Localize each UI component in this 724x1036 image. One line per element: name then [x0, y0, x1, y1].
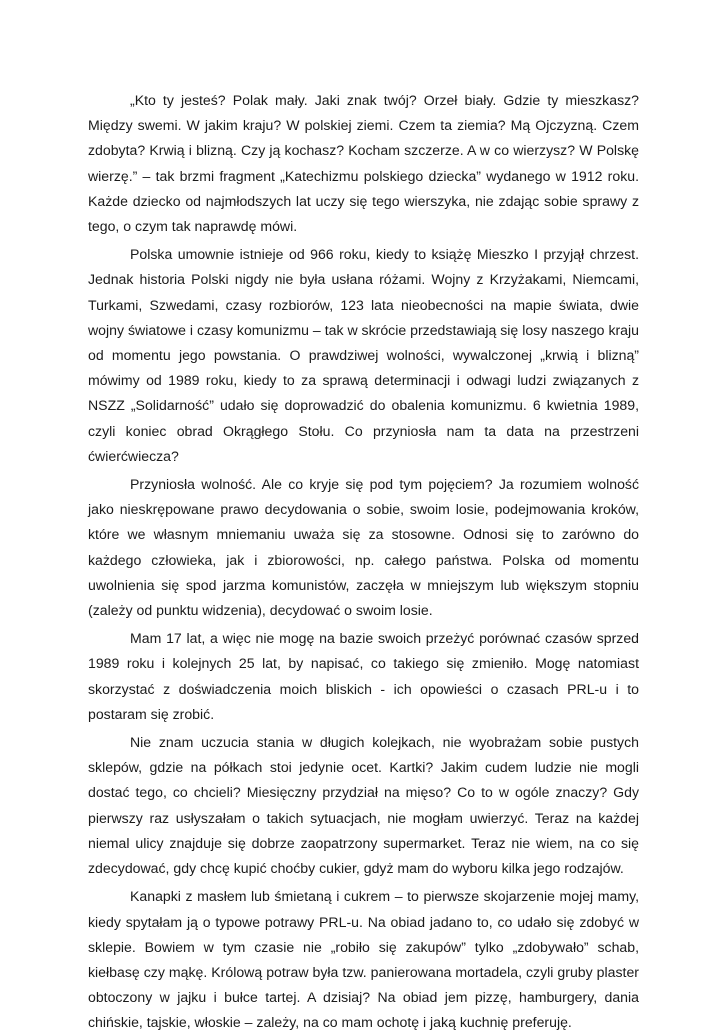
paragraph: Przyniosła wolność. Ale co kryje się pod tym pojęciem? Ja rozumiem wolność jako nieskrępowane prawo decydowania o sobie, swoim losie, podejmowania kroków, które we własnym mniemaniu uważa się za stosowne. Odnosi się to zarówno do każdego człowieka, jak i zbiorowości, np. całego państwa. Polska od momentu uwolnienia się spod jarzma komunistów, zaczęła w mniejszym lub większym stopniu (zależy od punktu widzenia), decydować o swoim losie.	[88, 476, 639, 619]
paragraph: Polska umownie istnieje od 966 roku, kiedy to książę Mieszko I przyjął chrzest. Jednak historia Polski nigdy nie była usłana różami. Wojny z Krzyżakami, Niemcami, Turkami, Szwedami, czasy rozbiorów, 123 lata nieobecności na mapie świata, dwie wojny światowe i czasy komunizmu – tak w skrócie przedstawiają się losy naszego kraju od momentu jego powstania. O prawdziwej wolności, wywalczonej „krwią i blizną” mówimy od 1989 roku, kiedy to za sprawą determinacji i odwagi ludzi związanych z NSZZ „Solidarność” udało się doprowadzić do obalenia komunizmu. 6 kwietnia 1989, czyli koniec obrad Okrągłego Stołu. Co przyniosła nam ta data na przestrzeni ćwierćwiecza?	[88, 246, 639, 464]
paragraph: „Kto ty jesteś? Polak mały. Jaki znak twój? Orzeł biały. Gdzie ty mieszkasz? Między swemi. W jakim kraju? W polskiej ziemi. Czem ta ziemia? Mą Ojczyzną. Czem zdobyta? Krwią i blizną. Czy ją kochasz? Kocham szczerze. A w co wierzysz? W Polskę wierzę.” – tak brzmi fragment „Katechizmu polskiego dziecka” wydanego w 1912 roku. Każde dziecko od najmłodszych lat uczy się tego wierszyka, nie zdając sobie sprawy z tego, o czym tak naprawdę mówi.	[88, 92, 639, 235]
document-page	[88, 88, 639, 1036]
paragraph: Nie znam uczucia stania w długich kolejkach, nie wyobrażam sobie pustych sklepów, gdzie na półkach stoi jedynie ocet. Kartki? Jakim cudem ludzie nie mogli dostać tego, co chcieli? Miesięczny przydział na mięso? Co to w ogóle znaczy? Gdy pierwszy raz usłyszałam o takich sytuacjach, nie mogłam uwierzyć. Teraz na każdej niemal ulicy znajduje się dobrze zaopatrzony supermarket. Teraz nie wiem, na co się zdecydować, gdy chcę kupić choćby cukier, gdyż mam do wyboru kilka jego rodzajów.	[88, 734, 639, 877]
paragraph: Mam 17 lat, a więc nie mogę na bazie swoich przeżyć porównać czasów sprzed 1989 roku i kolejnych 25 lat, by napisać, co takiego się zmieniło. Mogę natomiast skorzystać z doświadczenia moich bliskich - ich opowieści o czasach PRL-u i to postaram się zrobić.	[88, 630, 639, 722]
paragraph: Kanapki z masłem lub śmietaną i cukrem – to pierwsze skojarzenie mojej mamy, kiedy spytałam ją o typowe potrawy PRL-u. Na obiad jadano to, co udało się zdobyć w sklepie. Bowiem w tym czasie nie „robiło się zakupów” tylko „zdobywało” schab, kiełbasę czy mąkę. Królową potraw była tzw. panierowana mortadela, czyli gruby plaster obtoczony w jajku i bułce tartej. A dzisiaj? Na obiad jem pizzę, hamburgery, dania chińskie, tajskie, włoskie – zależy, na co mam ochotę i jaką kuchnię preferuję.	[88, 888, 639, 1031]
